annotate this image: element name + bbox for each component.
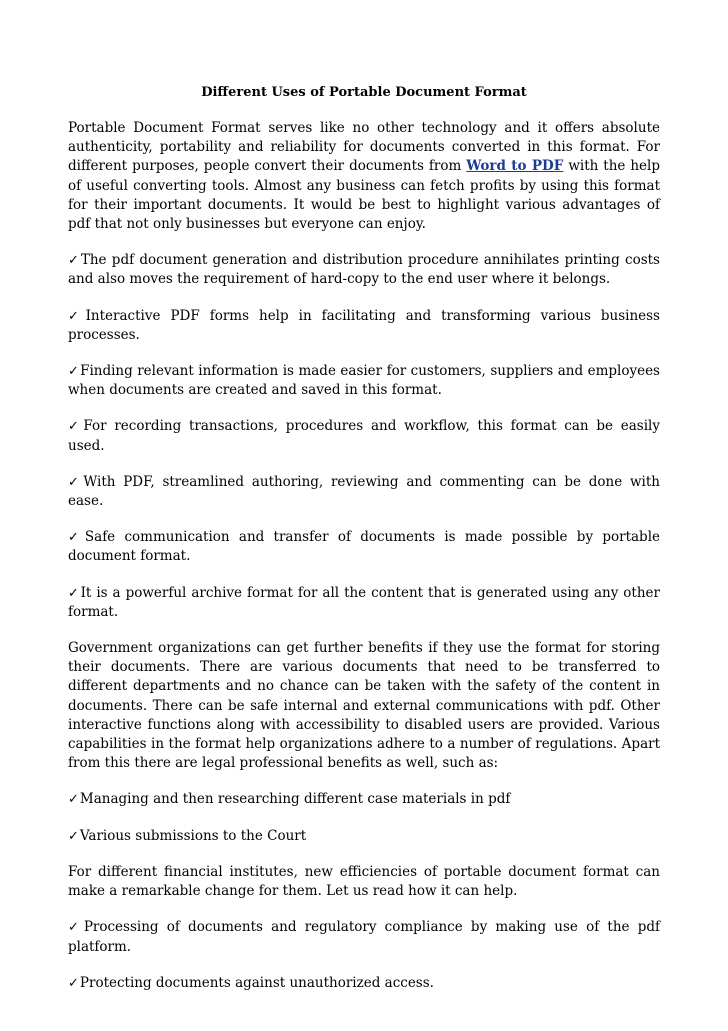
benefit-text: Interactive PDF forms help in facilitating and transforming various business processes. [68, 307, 660, 343]
benefit-text: With PDF, streamlined authoring, reviewing and commenting can be done with ease. [68, 473, 660, 510]
benefit-text: For recording transactions, procedures and workflow, this format can be easily used. [68, 418, 660, 454]
benefit-text: Safe communication and transfer of documents is made possible by portable document format. [68, 529, 660, 565]
legal-benefit-text: Various submissions to the Court [79, 827, 307, 844]
benefit-item [68, 417, 660, 455]
checkmark-icon: ✓ [68, 585, 80, 601]
checkmark-icon: ✓ [68, 253, 80, 269]
checkmark-icon: ✓ [68, 792, 79, 808]
intro-paragraph [68, 119, 660, 234]
intro-text-before-link: Portable Document Format serves like no other technology and it offers absolute authenticity, portability and reliability for documents converted in this format. For different purposes, people convert their documents from [68, 120, 660, 175]
financial-benefit-item [68, 918, 660, 956]
financial-benefit-item [68, 974, 660, 993]
checkmark-icon: ✓ [68, 975, 79, 991]
checkmark-icon: ✓ [68, 364, 80, 380]
checkmark-icon: ✓ [68, 308, 85, 324]
word-to-pdf-link[interactable]: Word to PDF [466, 158, 564, 175]
government-paragraph: Government organizations can get further benefits if they use the format for storing their documents. There are various documents that need to be transferred to different departments and no chance can be taken with the safety of the content in documents. There can be safe internal and external communications with pdf. Other interactive functions along with accessibility to disabled users are provided. Various capabilities in the format help organizations adhere to a number of regulations. Apart from this there are legal professional benefits as well, such as: [68, 640, 660, 772]
financial-benefit-text: Protecting documents against unauthorized access. [79, 974, 434, 991]
benefit-item [68, 584, 660, 622]
document-title: Different Uses of Portable Document Format [201, 85, 527, 100]
benefit-item [68, 473, 660, 511]
financial-paragraph: For different financial institutes, new efficiencies of portable document format can make a remarkable change for them. Let us read how it can help. [68, 863, 660, 900]
benefit-item [68, 362, 660, 400]
checkmark-icon: ✓ [68, 828, 79, 844]
benefit-text: Finding relevant information is made easier for customers, suppliers and employees when documents are created and saved in this format. [68, 363, 660, 399]
checkmark-icon: ✓ [68, 530, 84, 546]
intro-text-after-link: with the help of useful converting tools. Almost any business can fetch profits by using this format for their important documents. It would be best to highlight various advantages of pdf that not only businesses but everyone can enjoy. [68, 158, 661, 233]
benefit-item [68, 528, 660, 566]
benefit-item [68, 251, 660, 289]
checkmark-icon: ✓ [68, 474, 83, 490]
legal-benefit-item [68, 790, 660, 809]
financial-benefit-text: Processing of documents and regulatory compliance by making use of the pdf platform. [68, 919, 660, 955]
benefit-text: The pdf document generation and distribution procedure annihilates printing costs and also moves the requirement of hard-copy to the end user where it belongs. [68, 252, 660, 288]
benefit-item [68, 307, 660, 345]
legal-benefit-text: Managing and then researching different case materials in pdf [79, 791, 511, 808]
checkmark-icon: ✓ [68, 920, 83, 936]
checkmark-icon: ✓ [68, 419, 83, 435]
legal-benefit-item [68, 827, 660, 846]
benefit-text: It is a powerful archive format for all the content that is generated using any other format. [68, 584, 660, 620]
